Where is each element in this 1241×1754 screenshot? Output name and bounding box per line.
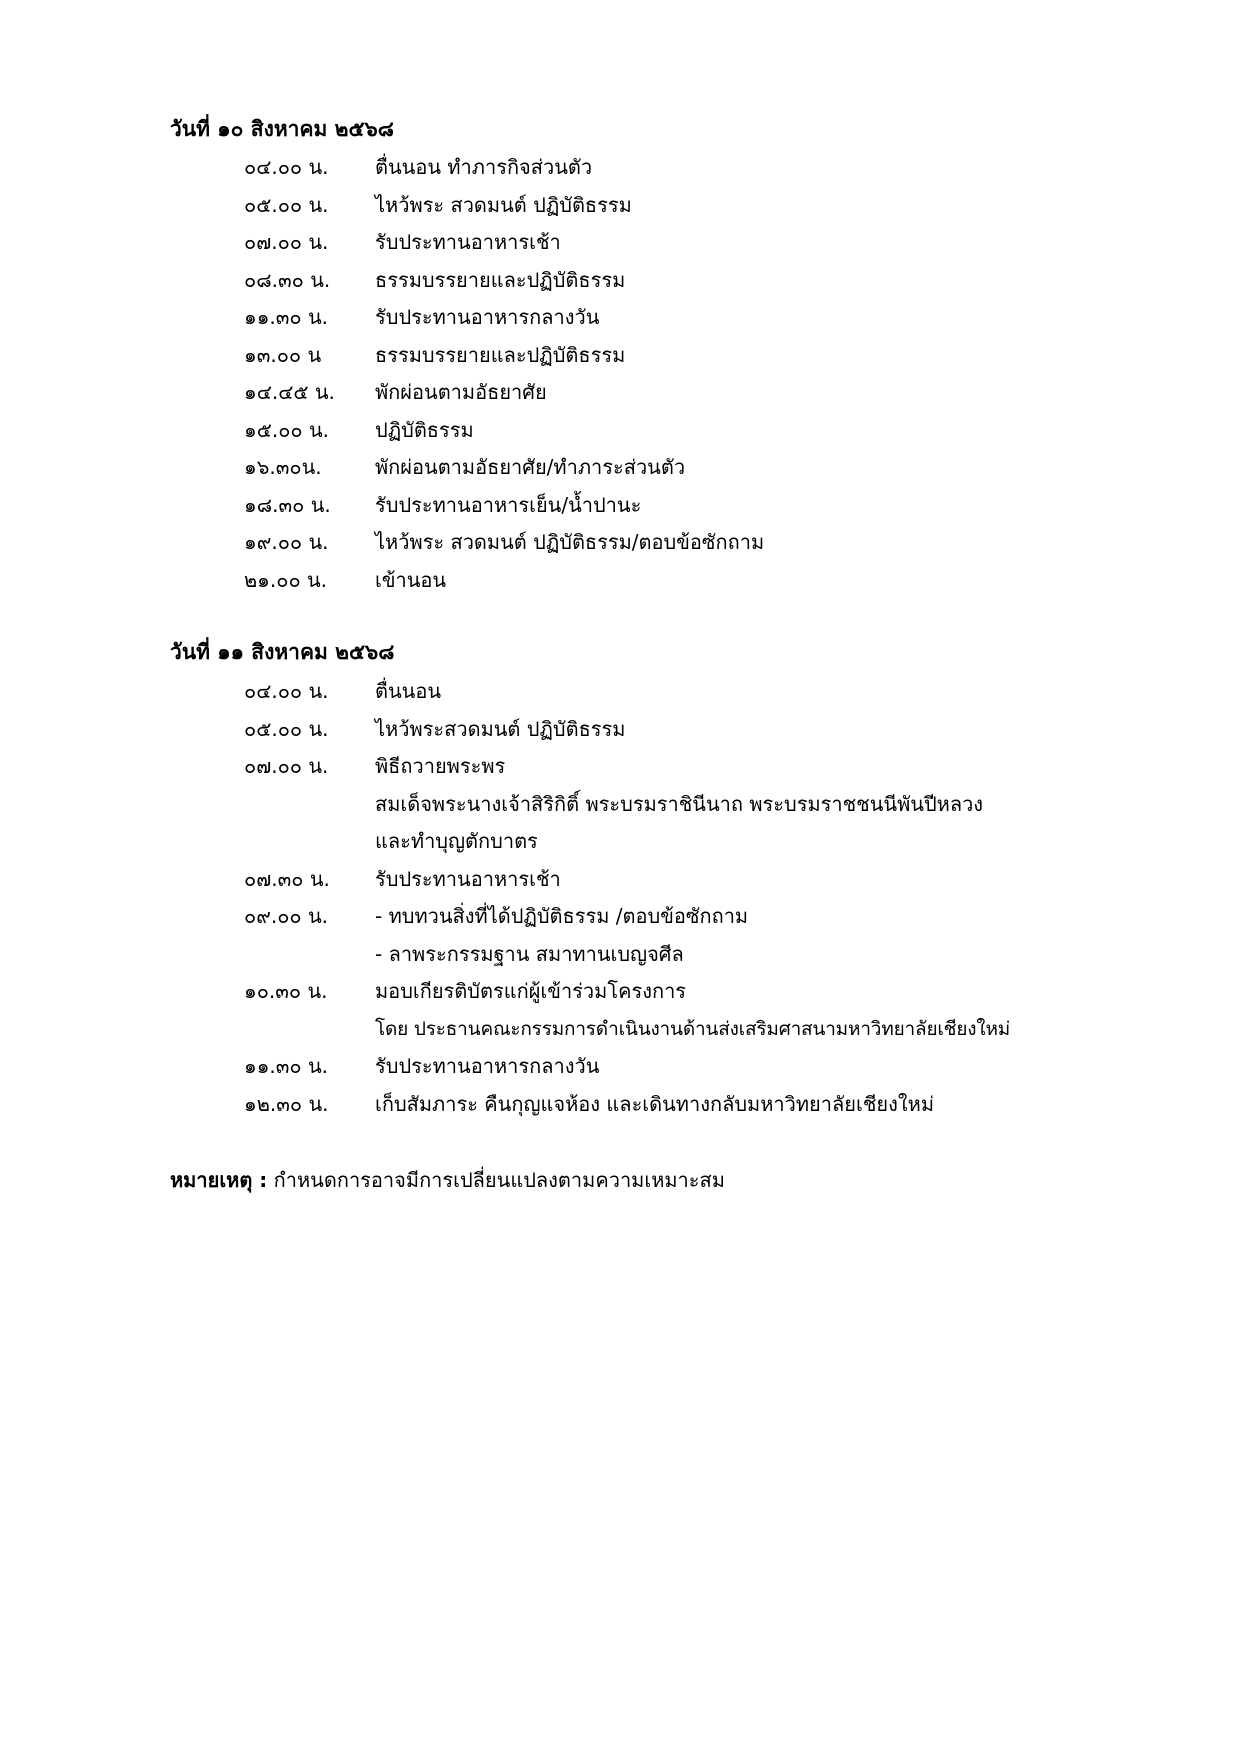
entry-time: ๐๗.๓๐ น. [244,866,330,891]
entry-activity: สมเด็จพระนางเจ้าสิริกิติ์ พระบรมราชินีนาถ พระบรมราชชนนีพันปีหลวง [375,791,984,816]
entry-time: ๑๒.๓๐ น. [244,1091,329,1116]
entry-time: ๑๖.๓๐น. [244,455,322,479]
entry-activity: - ทบทวนสิ่งที่ได้ปฏิบัติธรรม /ตอบข้อซักถาม [375,904,749,928]
schedule-entry [170,149,1150,187]
schedule-entry [170,374,1150,412]
schedule-entry [170,524,1150,562]
entry-time: ๐๘.๓๐ น. [244,267,331,292]
entry-activity: - ลาพระกรรมฐาน สมาทานเบญจศีล [375,941,684,966]
day-section [170,637,1150,1123]
schedule-entry [170,673,1150,711]
entry-activity: ตื่นนอน ทำภารกิจส่วนตัว [375,155,593,179]
entry-time: ๑๑.๓๐ น. [244,305,329,329]
schedule-entry [170,1048,1150,1086]
schedule-list [170,149,1150,599]
entry-activity: โดย ประธานคณะกรรมการดำเนินงานด้านส่งเสริมศาสนามหาวิทยาลัยเชียงใหม่ [375,1017,1011,1040]
entry-activity: รับประทานอาหารเช้า [375,866,561,891]
day-section [170,114,1150,599]
footnote [170,1164,725,1196]
entry-activity: พักผ่อนตามอัธยาศัย/ทำภาระส่วนตัว [375,455,686,479]
entry-activity: พิธีถวายพระพร [375,754,506,778]
entry-activity: ธรรมบรรยายและปฏิบัติธรรม [375,342,626,367]
entry-activity: รับประทานอาหารเย็น/น้ำปานะ [375,492,642,517]
schedule-entry [170,449,1150,487]
entry-activity: เก็บสัมภาระ คืนกุญแจห้อง และเดินทางกลับมหาวิทยาลัยเชียงใหม่ [375,1091,935,1116]
schedule-entry [170,487,1150,525]
schedule-entry [170,1086,1150,1124]
entry-activity: ธรรมบรรยายและปฏิบัติธรรม [375,267,626,292]
schedule-list [170,673,1150,1123]
entry-time: ๑๓.๐๐ น [244,342,322,367]
entry-time: ๐๙.๐๐ น. [244,904,329,928]
schedule-entry [170,187,1150,225]
entry-time: ๐๕.๐๐ น. [244,716,329,741]
entry-time: ๐๕.๐๐ น. [244,192,329,217]
entry-activity: เข้านอน [375,567,447,592]
entry-activity: และทำบุญตักบาตร [375,829,538,853]
schedule-entry [170,224,1150,262]
entry-time: ๑๙.๐๐ น. [244,530,329,554]
entry-activity: ปฏิบัติธรรม [375,417,474,442]
schedule-entry [170,412,1150,450]
schedule-entry [170,711,1150,749]
schedule-entry [170,299,1150,337]
schedule-entry [170,262,1150,300]
entry-activity: ไหว้พระ สวดมนต์ ปฏิบัติธรรม/ตอบข้อซักถาม [375,530,765,554]
schedule-entry [170,898,1150,973]
entry-time: ๑๐.๓๐ น. [244,979,328,1003]
entry-activity: รับประทานอาหารกลางวัน [375,1054,600,1078]
entry-activity: ไหว้พระ สวดมนต์ ปฏิบัติธรรม [375,192,632,217]
schedule-entry [170,748,1150,861]
entry-activity: ตื่นนอน [375,679,442,703]
day-title: วันที่ ๑๐ สิงหาคม ๒๕๖๘ [170,117,394,141]
schedule-entry [170,973,1150,1048]
entry-time: ๒๑.๐๐ น. [244,567,328,592]
schedule-entry [170,861,1150,899]
entry-activity: รับประทานอาหารเช้า [375,230,561,254]
entry-time: ๑๕.๐๐ น. [244,417,329,442]
day-title: วันที่ ๑๑ สิงหาคม ๒๕๖๘ [170,640,395,664]
entry-activity: พักผ่อนตามอัธยาศัย [375,380,547,404]
footnote-label: หมายเหตุ : [170,1168,268,1192]
schedule-entry [170,562,1150,600]
entry-time: ๑๑.๓๐ น. [244,1054,329,1078]
entry-time: ๑๔.๔๕ น. [244,380,335,404]
entry-time: ๑๘.๓๐ น. [244,492,331,517]
entry-time: ๐๔.๐๐ น. [244,679,329,703]
entry-time: ๐๗.๐๐ น. [244,754,329,778]
schedule-entry [170,337,1150,375]
entry-activity: ไหว้พระสวดมนต์ ปฏิบัติธรรม [375,716,626,741]
entry-time: ๐๔.๐๐ น. [244,155,329,179]
entry-activity: รับประทานอาหารกลางวัน [375,305,600,329]
footnote-text: กำหนดการอาจมีการเปลี่ยนแปลงตามความเหมาะสม [267,1168,725,1192]
entry-activity: มอบเกียรติบัตรแก่ผู้เข้าร่วมโครงการ [375,979,687,1003]
entry-time: ๐๗.๐๐ น. [244,230,329,254]
